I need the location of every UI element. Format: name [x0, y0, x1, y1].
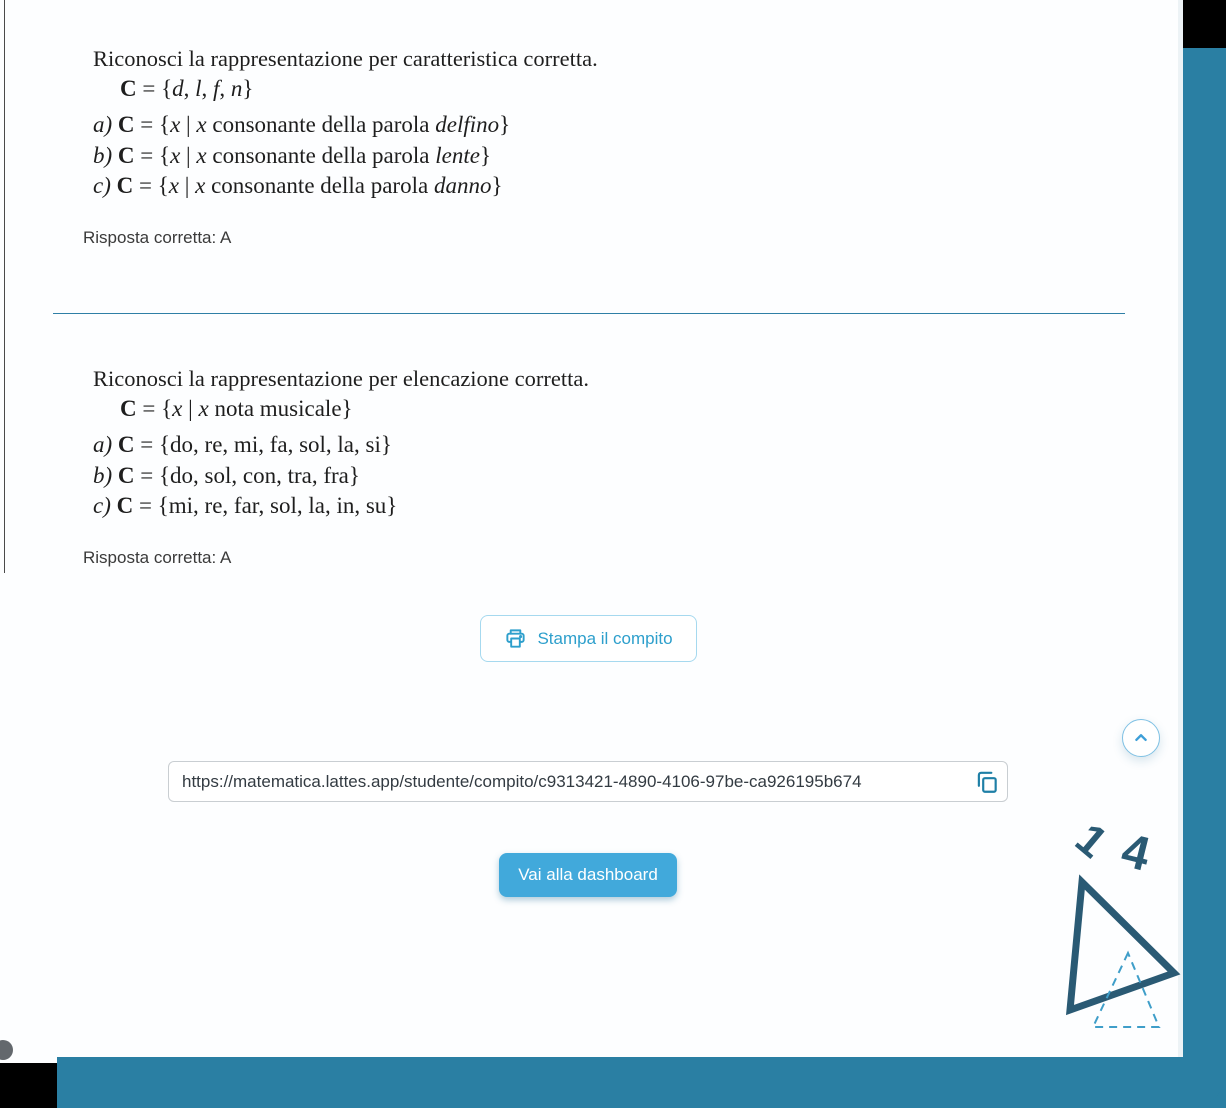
print-assignment-button[interactable] — [480, 615, 697, 662]
exercise-given: C = {x | x nota musicale} — [120, 396, 353, 421]
outlined-triangle — [1070, 882, 1174, 1010]
exercise-block — [0, 366, 1120, 626]
exercise-option: c) C = {mi, re, far, sol, la, in, su} — [93, 493, 398, 519]
bottom-frame-bar — [57, 1057, 1226, 1108]
assignment-url-input[interactable] — [168, 761, 1008, 802]
exercise-option: a) C = {do, re, mi, fa, sol, la, si} — [93, 432, 392, 457]
answer-label: Risposta corretta: A — [83, 548, 232, 567]
exercise-title: Riconosci la rappresentazione per elencazione corretta. — [93, 366, 589, 391]
scroll-to-top-button[interactable] — [1122, 719, 1160, 757]
exercise-option: b) C = {x | x consonante della parola lente} — [93, 142, 491, 168]
exercise-option: b) C = {do, sol, con, tra, fra} — [93, 462, 360, 488]
decorative-triangles — [1040, 800, 1190, 1050]
exercise-block — [0, 46, 1120, 306]
printer-icon — [504, 627, 527, 650]
exercise-divider — [53, 313, 1125, 314]
exercise-title: Riconosci la rappresentazione per caratteristica corretta. — [93, 46, 598, 71]
exercise-options — [93, 430, 397, 522]
copy-icon — [974, 769, 1000, 795]
exercise-options — [93, 110, 510, 202]
exercise-option: c) C = {x | x consonante della parola danno} — [93, 173, 503, 199]
chevron-up-icon — [1130, 727, 1152, 749]
decoration-digit-1: 1 — [1066, 814, 1117, 868]
copy-url-button[interactable] — [972, 767, 1002, 797]
decoration-digit-4: 4 — [1116, 824, 1156, 882]
exercise-option: a) C = {x | x consonante della parola delfino} — [93, 112, 511, 137]
answer-label: Risposta corretta: A — [83, 228, 232, 247]
print-button-label: Stampa il compito — [537, 628, 673, 648]
exercise-given: C = {d, l, f, n} — [120, 76, 254, 101]
go-to-dashboard-button[interactable]: Vai alla dashboard — [499, 853, 677, 897]
